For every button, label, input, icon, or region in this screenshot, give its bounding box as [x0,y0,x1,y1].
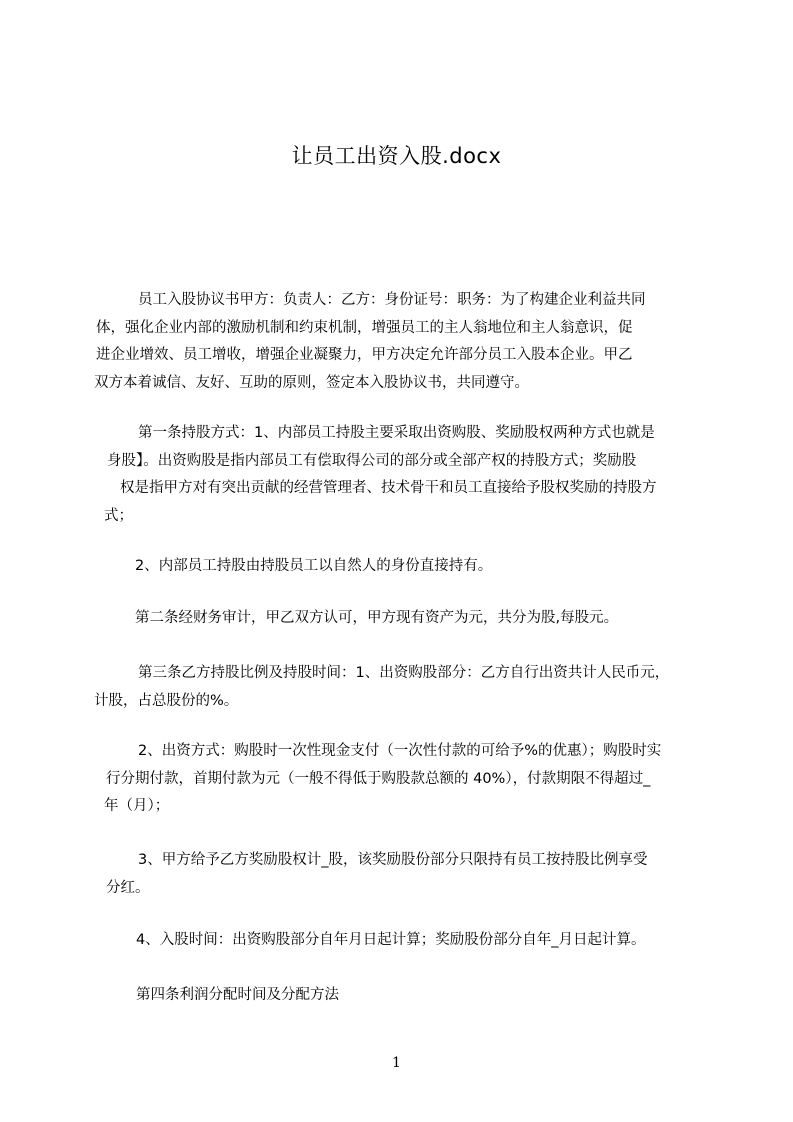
paragraph-5 [94,660,669,715]
page-number: 1 [392,1055,401,1071]
paragraph-line: 进企业增效、员工增收，增强企业凝聚力，甲方决定允许部分员工入股本企业。甲乙 [96,347,633,363]
paragraph-line: 第一条持股方式：1、内部员工持股主要采取出资购股、奖励股权两种方式也就是 [138,425,655,441]
paragraph-1 [94,287,646,397]
paragraph-line: 2、出资方式：购股时一次性现金支付（一次性付款的可给予%的优惠）；购股时实 [138,743,662,759]
paragraph-line: 体，强化企业内部的激励机制和约束机制，增强员工的主人翁地位和主人翁意识，促 [96,319,633,336]
paragraph-line: 第四条利润分配时间及分配方法 [136,987,339,1003]
document-title: 让员工出资入股.docx [291,144,502,168]
paragraph-9 [136,982,339,1010]
paragraph-4 [135,605,618,633]
paragraph-line: 员工入股协议书甲方：负责人：乙方：身份证号：职务：为了构建企业利益共同 [138,292,646,308]
paragraph-2 [94,420,657,530]
paragraph-line: 双方本着诚信、友好、互助的原则，签定本入股协议书，共同遵守。 [94,374,529,391]
paragraph-line: 权是指甲方对有突出贡献的经营管理者、技术骨干和员工直接给予股权奖励的持股方 [120,480,657,496]
paragraph-line: 身股】。出资购股是指内部员工有偿取得公司的部分或全部产权的持股方式；奖励股 [107,452,637,469]
paragraph-line: 4、入股时间：出资购股部分自年月日起计算；奖励股份部分自年_月日起计算。 [136,932,646,948]
paragraph-3 [135,553,492,581]
paragraph-line: 3、甲方给予乙方奖励股权计_股，该奖励股份部分只限持有员工按持股比例享受 [138,852,648,868]
paragraph-line: 分红。 [106,879,150,896]
paragraph-7 [94,847,647,902]
paragraph-line: 2、内部员工持股由持股员工以自然人的身份直接持有。 [135,558,493,574]
paragraph-line: 行分期付款，首期付款为元（一般不得低于购股款总额的 40%），付款期限不得超过_ [106,770,651,787]
paragraph-6 [94,738,661,821]
paragraph-line: 计股，占总股份的%。 [94,692,239,709]
paragraph-line: 第三条乙方持股比例及持股时间：1、出资购股部分：乙方自行出资共计人民币元， [138,665,670,681]
paragraph-line: 第二条经财务审计，甲乙双方认可，甲方现有资产为元，共分为股,每股元。 [135,610,619,626]
paragraph-line: 式； [104,507,133,524]
paragraph-8 [136,927,645,955]
paragraph-line: 年（月）； [104,798,170,814]
